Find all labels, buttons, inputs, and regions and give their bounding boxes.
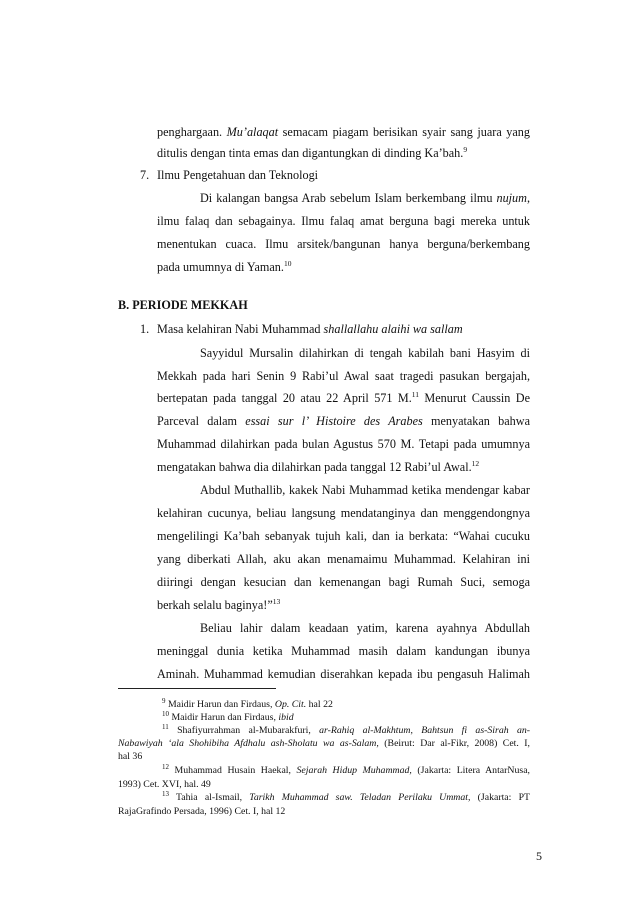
footnote-9: $^9$ Maidir Harun dan Firdaus, Op. Cit. hal 22 bbox=[162, 697, 333, 710]
body-line: yang diberkati Allah, aku akan menamaimu Muhammad. Kelahiran ini bbox=[157, 552, 530, 566]
body-line: bertepatan pada tanggal 20 atau 22 April 571 M.$^{11}$ Menurut Caussin De bbox=[157, 390, 530, 405]
footnote-10: $^{10}$ Maidir Harun dan Firdaus, ibid bbox=[162, 710, 294, 723]
body-line: diiringi dengan kesucian dan kemenangan bagi Rumah Suci, semoga bbox=[157, 575, 530, 589]
body-line: menentukan cuaca. Ilmu arsitek/bangunan hanya berguna/berkembang bbox=[157, 237, 530, 251]
body-line: meninggal dunia ketika Muhammad masih dalam kandungan ibunya bbox=[157, 644, 530, 658]
footnote-13: $^{13}$ Tahia al-Ismail, Tarikh Muhammad saw. Teladan Perilaku Ummat, (Jakarta: PT bbox=[162, 790, 530, 803]
body-line: Mekkah pada hari Senin 9 Rabi’ul Awal saat tragedi pasukan bergajah, bbox=[157, 369, 530, 383]
footnote-ref: 11 bbox=[411, 390, 419, 399]
body-line: mengatakan bahwa dia dilahirkan pada tanggal 12 Rabi’ul Awal.$^{12}$ bbox=[157, 459, 480, 474]
list-item-number: 7. bbox=[140, 168, 150, 182]
body-line: berkah selalu baginya!”$^{13}$ bbox=[157, 597, 281, 612]
body-line: Sayyidul Mursalin dilahirkan di tengah kabilah bani Hasyim di bbox=[200, 346, 530, 360]
footnote-separator bbox=[118, 688, 276, 689]
body-line: Parceval dalam essai sur l’ Histoire des Arabes menyatakan bahwa bbox=[157, 414, 530, 428]
footnote-ref: 12 bbox=[471, 459, 480, 468]
body-line: penghargaan. Mu’alaqat semacam piagam berisikan syair sang juara yang bbox=[157, 125, 530, 139]
footnote-ref: 9 bbox=[463, 145, 468, 154]
body-line: Aminah. Muhammad kemudian diserahkan kepada ibu pengasuh Halimah bbox=[157, 667, 530, 681]
body-line: Muhammad dilahirkan pada bulan Agustus 570 M. Tetapi pada umumnya bbox=[157, 437, 530, 451]
footnote-11-cont: Nabawiyah ‘ala Shohibiha Afdhalu ash-Sholatu wa as-Salam, (Beirut: Dar al-Fikr, 2008) Cet. I, bbox=[118, 738, 531, 749]
section-heading: B. PERIODE MEKKAH bbox=[118, 298, 248, 312]
footnote-ref: 10 bbox=[283, 259, 292, 268]
list-item-title: Ilmu Pengetahuan dan Teknologi bbox=[157, 168, 319, 182]
body-line: pada umumnya di Yaman.$^{10}$ bbox=[157, 259, 292, 274]
footnote-11: $^{11}$ Shafiyurrahman al-Mubarakfuri, ar-Rahiq al-Makhtum, Bahtsun fi as-Sirah an- bbox=[162, 723, 531, 736]
footnote-12-cont: 1993) Cet. XVI, hal. 49 bbox=[118, 779, 211, 790]
body-line: ditulis dengan tinta emas dan digantungkan di dinding Ka’bah.$^9$ bbox=[157, 145, 468, 160]
body-line: mengelilingi Ka’bah sebanyak tujuh kali, dan ia berkata: “Wahai cucuku bbox=[157, 529, 530, 543]
footnote-13-cont: RajaGrafindo Persada, 1996) Cet. I, hal 12 bbox=[118, 806, 286, 817]
list-item-title: Masa kelahiran Nabi Muhammad shallallahu alaihi wa sallam bbox=[157, 322, 463, 336]
page-number: 5 bbox=[536, 849, 542, 863]
body-line: Abdul Muthallib, kakek Nabi Muhammad ketika mendengar kabar bbox=[200, 483, 530, 497]
footnote-ref: 13 bbox=[272, 597, 281, 606]
body-line: Beliau lahir dalam keadaan yatim, karena ayahnya Abdullah bbox=[200, 621, 530, 635]
body-line: Di kalangan bangsa Arab sebelum Islam berkembang ilmu nujum, bbox=[200, 191, 530, 205]
list-item-number: 1. bbox=[140, 322, 150, 336]
footnote-12: $^{12}$ Muhammad Husain Haekal, Sejarah Hidup Muhammad, (Jakarta: Litera AntarNusa, bbox=[162, 763, 530, 776]
body-line: kelahiran cucunya, beliau langsung mendatanginya dan menggendongnya bbox=[157, 506, 530, 520]
footnote-11-cont: hal 36 bbox=[118, 751, 143, 762]
body-line: ilmu falaq dan sebagainya. Ilmu falaq amat berguna bagi mereka untuk bbox=[157, 214, 530, 228]
